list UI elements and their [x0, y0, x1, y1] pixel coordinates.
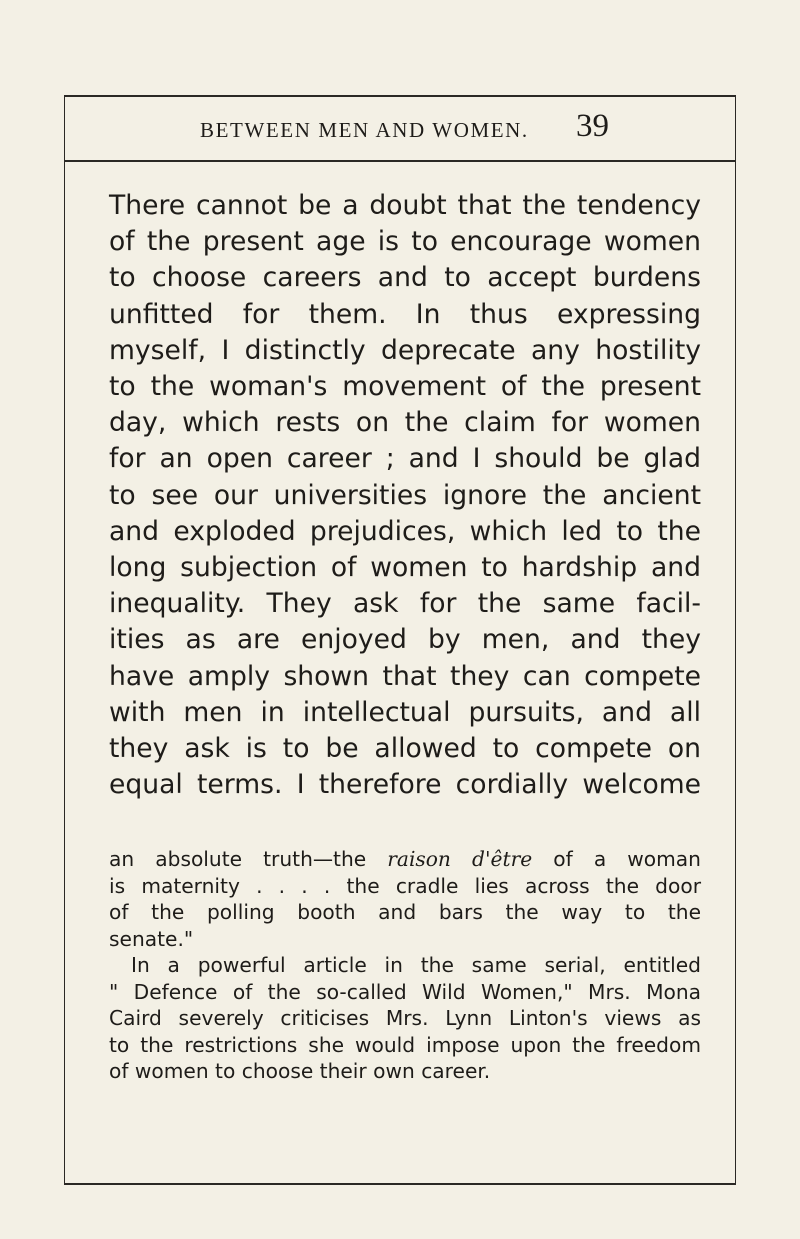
closing-line: of women to choose their own career. [109, 1059, 491, 1083]
text-line: and exploded prejudices, which led to the [109, 515, 701, 547]
page-number: 39 [576, 108, 609, 144]
main-paragraph [109, 188, 701, 803]
text-line: ities as are enjoyed by men, and they [109, 624, 701, 656]
text-line: unfitted for them. In thus expressing [109, 298, 701, 330]
italic-phrase: raison d'être [387, 847, 533, 871]
quotation-and-closing [109, 846, 701, 1085]
quotation-line: is maternity . . . . the cradle lies across the door [109, 873, 701, 898]
header-rule [64, 160, 736, 162]
top-rule [64, 95, 736, 97]
text-line: to see our universities ignore the ancient [109, 479, 701, 511]
right-frame-line [735, 95, 736, 1185]
text-line: of the present age is to encourage women [109, 226, 701, 258]
left-frame-line [64, 95, 65, 1185]
text-line: to the woman's movement of the present [109, 371, 701, 403]
text-line: inequality. They ask for the same facil- [109, 588, 701, 620]
text-line: they ask is to be allowed to compete on [109, 733, 701, 765]
text-line: equal terms. I therefore cordially welcome [109, 769, 701, 801]
text-line: There cannot be a doubt that the tendency [109, 190, 701, 221]
text-line: myself, I distinctly deprecate any hostility [109, 334, 701, 366]
quotation-line: senate." [109, 926, 194, 951]
page-header [100, 108, 700, 152]
closing-line: to the restrictions she would impose upon the freedom [109, 1032, 701, 1057]
text-line: to choose careers and to accept burdens [109, 262, 701, 294]
closing-line: Caird severely criticises Mrs. Lynn Linton's views as [109, 1006, 701, 1030]
quotation-text: an absolute truth—the [109, 847, 367, 871]
text-line: have amply shown that they can compete [109, 660, 701, 692]
quotation-text: of a woman [553, 847, 701, 871]
closing-line: " Defence of the so-called Wild Women," Mrs. Mona [109, 979, 701, 1004]
quotation-line: of the polling booth and bars the way to the [109, 900, 701, 924]
text-line: long subjection of women to hardship and [109, 552, 701, 584]
running-head: BETWEEN MEN AND WOMEN. [200, 118, 529, 142]
quotation-line [109, 846, 701, 873]
closing-line: In a powerful article in the same serial, entitled [131, 953, 701, 977]
text-line: day, which rests on the claim for women [109, 407, 701, 439]
text-line: for an open career ; and I should be glad [109, 443, 701, 475]
bottom-rule [64, 1183, 736, 1185]
text-line: with men in intellectual pursuits, and all [109, 696, 701, 728]
